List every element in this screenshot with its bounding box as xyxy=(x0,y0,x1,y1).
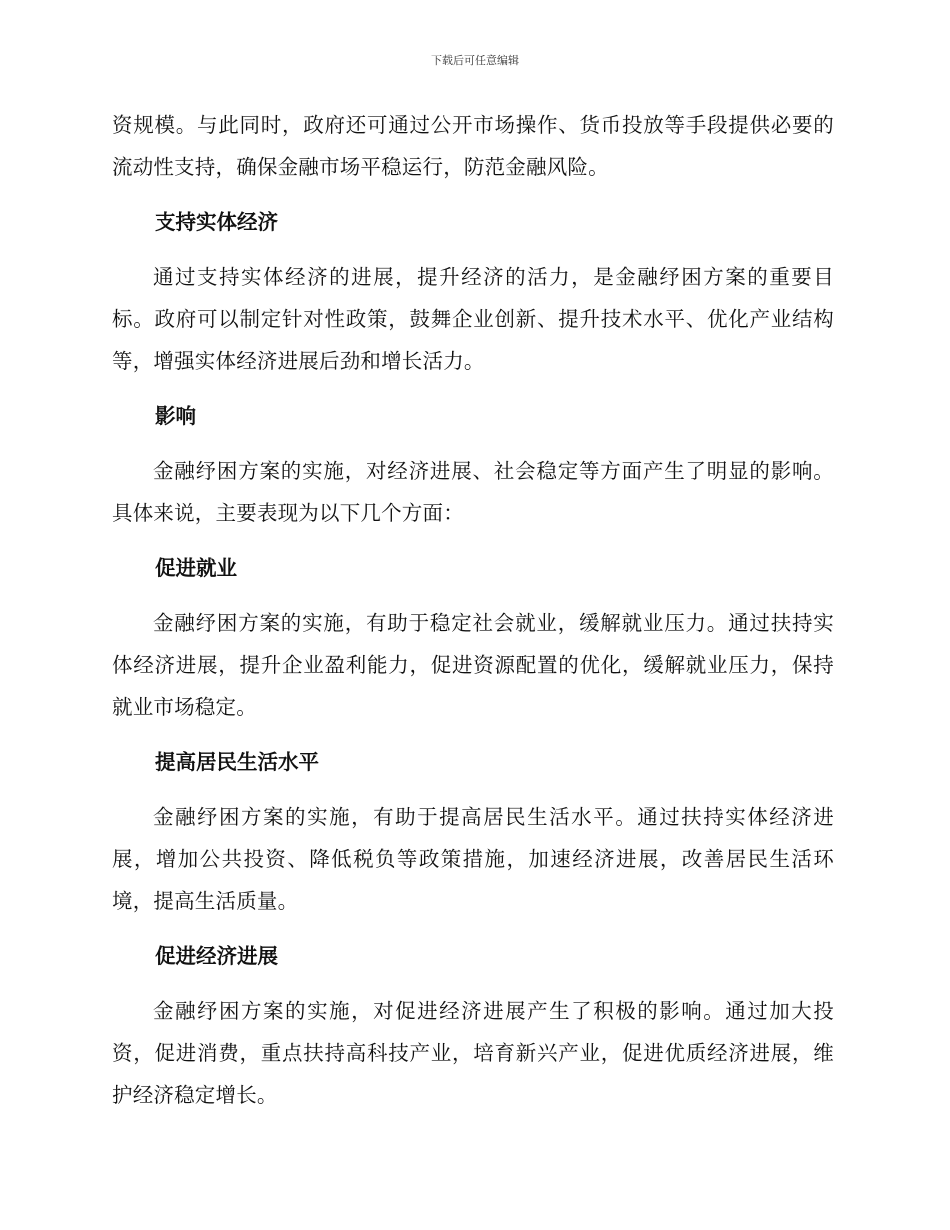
paragraph-promote-employment: 金融纾困方案的实施，有助于稳定社会就业，缓解就业压力。通过扶持实体经济进展，提升企业盈利能力，促进资源配置的优化，缓解就业压力，保持就业市场稳定。 xyxy=(112,611,834,719)
document-body xyxy=(112,104,834,1129)
section-heading-economic-development: 促进经济进展 xyxy=(155,944,278,968)
page-header-note: 下载后可任意编辑 xyxy=(431,54,519,67)
paragraph-economic-development: 金融纾困方案的实施，对促进经济进展产生了积极的影响。通过加大投资，促进消费，重点扶持高科技产业，培育新兴产业，促进优质经济进展，维护经济稳定增长。 xyxy=(112,999,834,1107)
paragraph-support-real-economy: 通过支持实体经济的进展，提升经济的活力，是金融纾困方案的重要目标。政府可以制定针对性政策，鼓舞企业创新、提升技术水平、优化产业结构等，增强实体经济进展后劲和增长活力。 xyxy=(112,265,834,373)
paragraph-impact: 金融纾困方案的实施，对经济进展、社会稳定等方面产生了明显的影响。具体来说，主要表现为以下几个方面： xyxy=(112,459,834,525)
section-heading-living-standards: 提高居民生活水平 xyxy=(155,750,319,774)
paragraph-continued: 资规模。与此同时，政府还可通过公开市场操作、货币投放等手段提供必要的流动性支持，确保金融市场平稳运行，防范金融风险。 xyxy=(112,113,834,179)
paragraph-living-standards: 金融纾困方案的实施，有助于提高居民生活水平。通过扶持实体经济进展，增加公共投资、降低税负等政策措施，加速经济进展，改善居民生活环境，提高生活质量。 xyxy=(112,805,834,913)
section-heading-promote-employment: 促进就业 xyxy=(155,556,237,580)
section-heading-impact: 影响 xyxy=(155,404,196,428)
section-heading-support-real-economy: 支持实体经济 xyxy=(155,210,278,234)
